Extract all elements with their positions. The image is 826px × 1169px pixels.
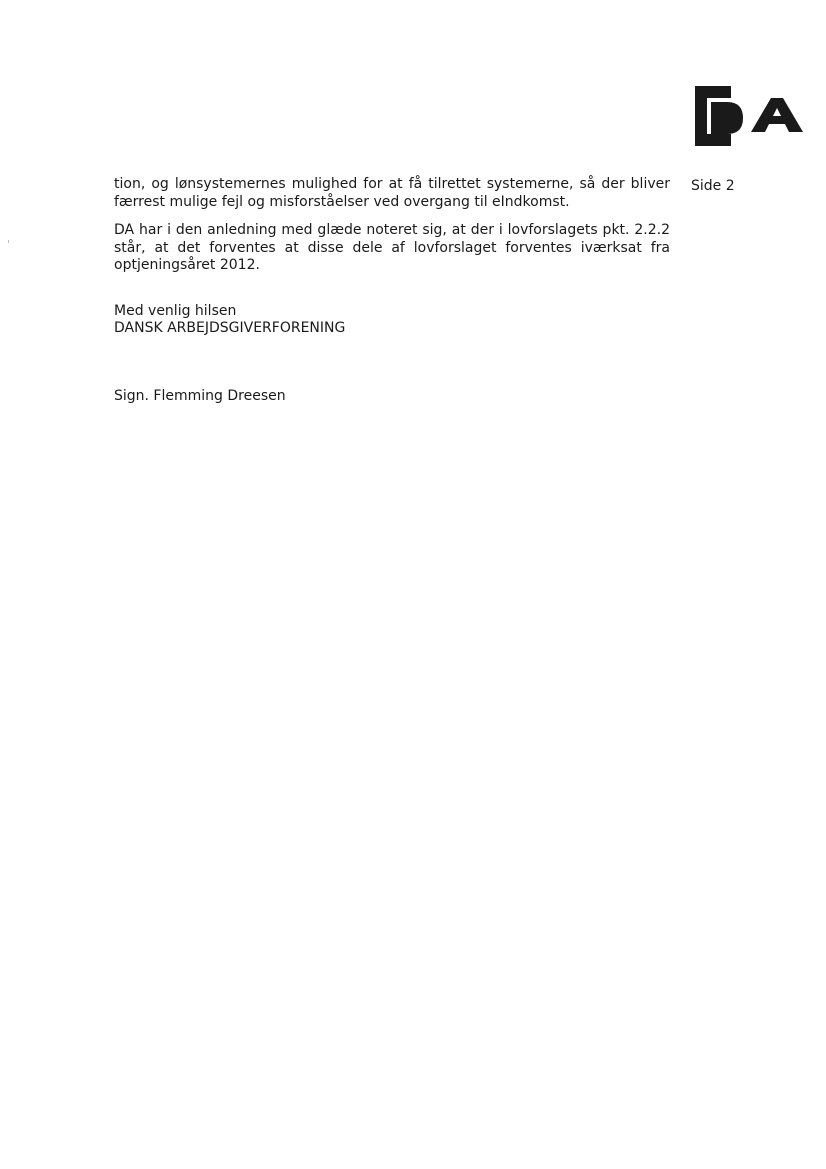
- page-number: Side 2: [691, 178, 735, 194]
- signature-line: Sign. Flemming Dreesen: [114, 387, 286, 404]
- closing-block: [114, 303, 670, 406]
- da-logo: [693, 82, 805, 146]
- paragraph-2: DA har i den anledning med glæde noteret sig, at der i lovforslagets pkt. 2.2.2 står, at det forventes at disse dele af lovforslaget forventes iværksat fra optjeningsåret 2012.: [114, 222, 670, 273]
- closing-greeting: Med venlig hilsen: [114, 302, 237, 319]
- scan-mark: [8, 240, 9, 243]
- letter-body: [114, 176, 670, 405]
- closing-organization: DANSK ARBEJDSGIVERFORENING: [114, 320, 346, 336]
- paragraph-1: tion, og lønsystemernes mulighed for at få tilrettet systemerne, så der bliver færrest mulige fejl og misforståelser ved overgang til eIndkomst.: [114, 176, 670, 210]
